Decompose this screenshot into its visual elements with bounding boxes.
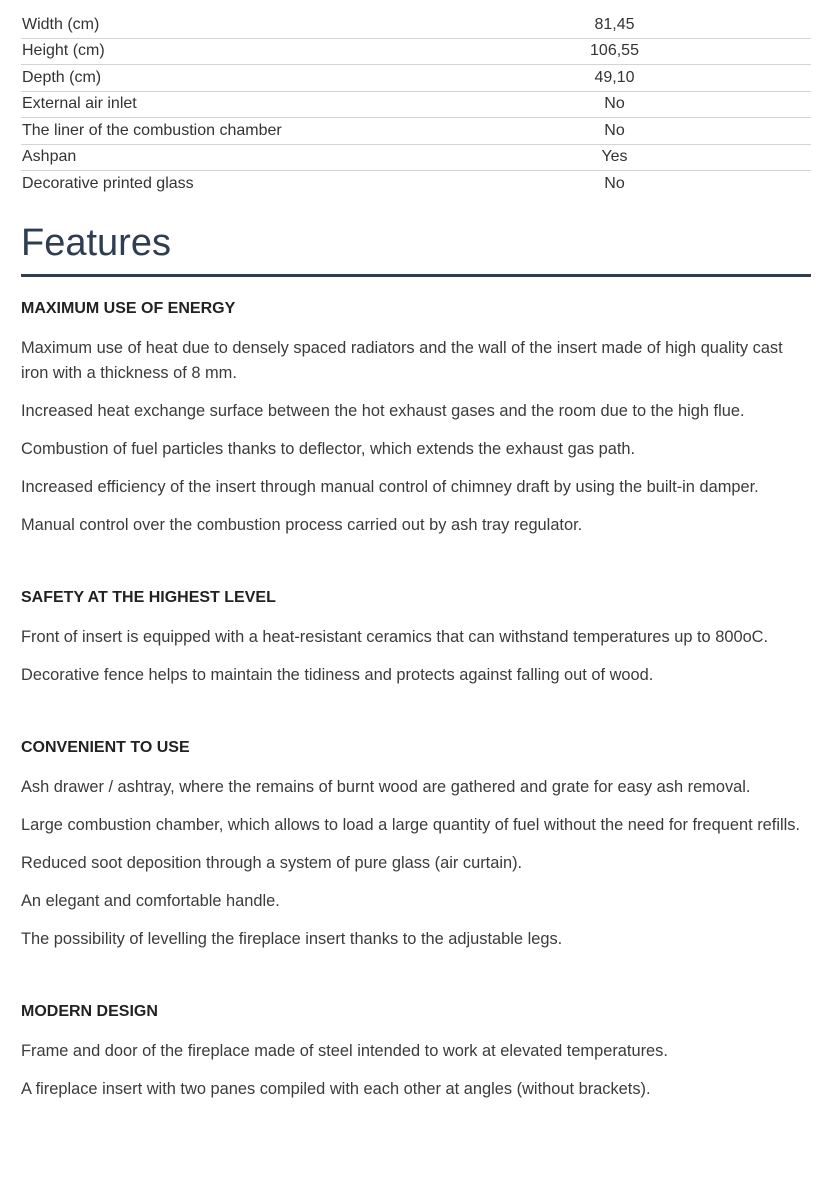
section-heading: CONVENIENT TO USE (21, 739, 190, 756)
features-sections (21, 298, 811, 1151)
feature-paragraph: Increased heat exchange surface between the hot exhaust gases and the room due to the high flue. (21, 402, 745, 420)
feature-paragraph: Front of insert is equipped with a heat-resistant ceramics that can withstand temperatures up to 800oC. (21, 628, 769, 646)
spec-value: 106,55 (590, 42, 639, 60)
spec-row (21, 118, 811, 145)
spec-row (21, 171, 811, 198)
feature-paragraph: Manual control over the combustion process carried out by ash tray regulator. (21, 516, 583, 534)
spec-label: Decorative printed glass (22, 175, 194, 193)
spec-value: 49,10 (594, 68, 635, 86)
section-heading: MAXIMUM USE OF ENERGY (21, 300, 236, 317)
spec-row (21, 65, 811, 92)
feature-paragraph: Large combustion chamber, which allows to load a large quantity of fuel without the need for frequent refills. (21, 816, 801, 834)
spec-label: External air inlet (22, 95, 137, 113)
spec-label: Width (cm) (22, 15, 100, 33)
feature-paragraph: Reduced soot deposition through a system of pure glass (air curtain). (21, 854, 523, 872)
feature-paragraph: Increased efficiency of the insert through manual control of chimney draft by using the built-in damper. (21, 478, 759, 496)
feature-paragraph: Combustion of fuel particles thanks to deflector, which extends the exhaust gas path. (21, 440, 636, 458)
spec-label: Ashpan (22, 148, 77, 166)
section-heading: SAFETY AT THE HIGHEST LEVEL (21, 589, 276, 606)
features-title: Features (21, 222, 171, 264)
spec-label: The liner of the combustion chamber (22, 121, 282, 139)
feature-section-safety (21, 587, 811, 688)
spec-label: Depth (cm) (22, 68, 102, 86)
spec-value: No (604, 175, 625, 193)
feature-paragraph: An elegant and comfortable handle. (21, 892, 280, 910)
feature-paragraph: Ash drawer / ashtray, where the remains of burnt wood are gathered and grate for easy ash removal. (21, 778, 751, 796)
feature-paragraph: Decorative fence helps to maintain the tidiness and protects against falling out of wood. (21, 666, 654, 684)
feature-paragraph: The possibility of levelling the fireplace insert thanks to the adjustable legs. (21, 930, 563, 948)
spec-value: 81,45 (594, 15, 635, 33)
feature-paragraph: A fireplace insert with two panes compiled with each other at angles (without brackets). (21, 1080, 651, 1098)
spec-value: No (604, 121, 625, 139)
spec-label: Height (cm) (22, 42, 105, 60)
spec-row (21, 145, 811, 172)
features-divider (21, 274, 811, 277)
feature-section-energy (21, 298, 811, 538)
feature-section-convenience (21, 737, 811, 952)
spec-row (21, 12, 811, 39)
feature-paragraph: Frame and door of the fireplace made of steel intended to work at elevated temperatures. (21, 1042, 668, 1060)
spec-row (21, 92, 811, 119)
specifications-table (21, 12, 811, 198)
feature-section-design (21, 1001, 811, 1102)
feature-paragraph: Maximum use of heat due to densely spaced radiators and the wall of the insert made of high quality cast iron with a thickness of 8 mm. (21, 339, 783, 382)
spec-value: No (604, 95, 625, 113)
spec-value: Yes (601, 148, 628, 166)
spec-row (21, 39, 811, 66)
section-heading: MODERN DESIGN (21, 1003, 158, 1020)
